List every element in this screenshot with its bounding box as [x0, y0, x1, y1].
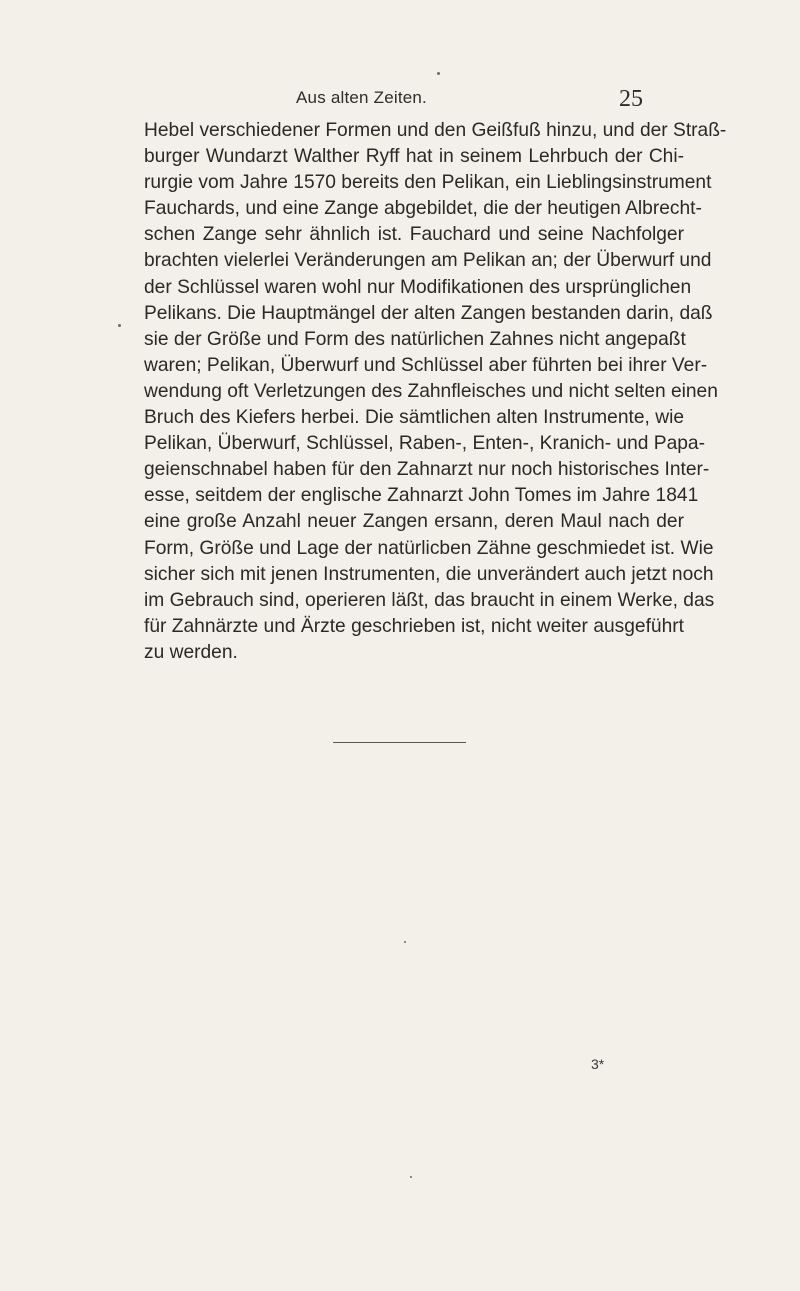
body-paragraph [144, 118, 727, 666]
text-line: Form, Größe und Lage der natürlicben Zähne geschmiedet ist. Wie [144, 537, 714, 559]
text-line: geienschnabel haben für den Zahnarzt nur noch historisches Inter- [144, 459, 710, 481]
text-line: wendung oft Verletzungen des Zahnfleisches und nicht selten einen [144, 380, 718, 402]
text-line: esse, seitdem der englische Zahnarzt John Tomes im Jahre 1841 [144, 485, 699, 507]
separator-rule [333, 742, 466, 743]
text-line: sie der Größe und Form des natürlichen Zahnes nicht angepaßt [144, 328, 686, 350]
text-line: eine große Anzahl neuer Zangen ersann, deren Maul nach der [144, 511, 684, 533]
page-number: 25 [619, 86, 643, 112]
text-line: im Gebrauch sind, operieren läßt, das braucht in einem Werke, das [144, 589, 715, 611]
text-line-last: zu werden. [144, 641, 238, 663]
text-line: rurgie vom Jahre 1570 bereits den Pelikan, ein Lieblingsinstrument [144, 172, 712, 194]
text-line: waren; Pelikan, Überwurf und Schlüssel aber führten bei ihrer Ver- [144, 354, 708, 376]
text-line: burger Wundarzt Walther Ryff hat in seinem Lehrbuch der Chi- [144, 146, 684, 168]
signature-mark: 3* [591, 1056, 605, 1072]
text-line: Bruch des Kiefers herbei. Die sämtlichen alten Instrumente, wie [144, 407, 684, 429]
text-line: Fauchards, und eine Zange abgebildet, die der heutigen Albrecht- [144, 198, 702, 220]
text-line: der Schlüssel waren wohl nur Modifikationen des ursprünglichen [144, 276, 692, 298]
running-head [0, 86, 800, 116]
text-line: Hebel verschiedener Formen und den Geißfuß hinzu, und der Straß- [144, 120, 727, 141]
paper-speck [437, 72, 440, 75]
text-line: Pelikans. Die Hauptmängel der alten Zangen bestanden darin, daß [144, 302, 713, 324]
paper-speck [404, 941, 406, 943]
text-line: sicher sich mit jenen Instrumenten, die unverändert auch jetzt noch [144, 563, 714, 585]
paper-speck [118, 324, 121, 327]
text-line: Pelikan, Überwurf, Schlüssel, Raben-, Enten-, Kranich- und Papa- [144, 433, 705, 455]
running-head-title: Aus alten Zeiten. [296, 88, 427, 107]
text-line: für Zahnärzte und Ärzte geschrieben ist, nicht weiter ausgeführt [144, 615, 684, 637]
text-line: brachten vielerlei Veränderungen am Pelikan an; der Überwurf und [144, 250, 712, 272]
text-line: schen Zange sehr ähnlich ist. Fauchard und seine Nachfolger [144, 224, 684, 246]
paper-speck [410, 1176, 412, 1178]
